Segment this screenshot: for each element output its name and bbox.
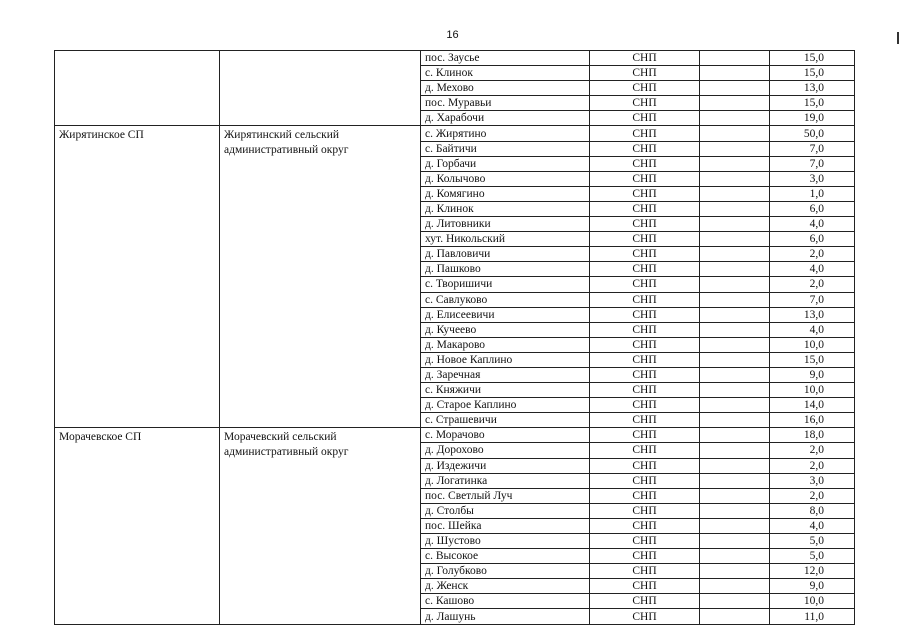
settlement-name-cell: д. Голубково	[421, 564, 590, 579]
settlement-name-cell: пос. Муравьи	[421, 96, 590, 111]
empty-cell	[700, 322, 770, 337]
value-cell: 7,0	[770, 141, 855, 156]
settlement-type-cell: СНП	[590, 337, 700, 352]
value-cell: 11,0	[770, 609, 855, 624]
settlement-type-cell: СНП	[590, 277, 700, 292]
settlements-table-body	[55, 51, 855, 625]
empty-cell	[700, 503, 770, 518]
value-cell: 5,0	[770, 549, 855, 564]
empty-cell	[700, 518, 770, 533]
value-cell: 9,0	[770, 367, 855, 382]
empty-cell	[700, 232, 770, 247]
settlement-name-cell: с. Жирятино	[421, 126, 590, 141]
settlement-name-cell: с. Творишичи	[421, 277, 590, 292]
settlement-type-cell: СНП	[590, 81, 700, 96]
settlement-name-cell: д. Колычово	[421, 171, 590, 186]
settlement-type-cell: СНП	[590, 609, 700, 624]
value-cell: 9,0	[770, 579, 855, 594]
settlement-name-cell: с. Клинок	[421, 66, 590, 81]
value-cell: 1,0	[770, 186, 855, 201]
settlement-type-cell: СНП	[590, 156, 700, 171]
settlement-type-cell: СНП	[590, 564, 700, 579]
settlement-type-cell: СНП	[590, 292, 700, 307]
table-row	[55, 51, 855, 66]
value-cell: 10,0	[770, 383, 855, 398]
settlement-type-cell: СНП	[590, 247, 700, 262]
empty-cell	[700, 51, 770, 66]
value-cell: 2,0	[770, 247, 855, 262]
value-cell: 12,0	[770, 564, 855, 579]
settlement-type-cell: СНП	[590, 473, 700, 488]
settlements-table	[54, 50, 855, 625]
value-cell: 3,0	[770, 473, 855, 488]
value-cell: 8,0	[770, 503, 855, 518]
empty-cell	[700, 564, 770, 579]
empty-cell	[700, 458, 770, 473]
settlement-name-cell: д. Елисеевичи	[421, 307, 590, 322]
empty-cell	[700, 201, 770, 216]
value-cell: 15,0	[770, 352, 855, 367]
empty-cell	[700, 141, 770, 156]
settlement-name-cell: с. Кашово	[421, 594, 590, 609]
empty-cell	[700, 96, 770, 111]
value-cell: 15,0	[770, 51, 855, 66]
settlement-name-cell: д. Столбы	[421, 503, 590, 518]
empty-cell	[700, 156, 770, 171]
empty-cell	[700, 277, 770, 292]
empty-cell	[700, 609, 770, 624]
settlement-name-cell: д. Макарово	[421, 337, 590, 352]
value-cell: 15,0	[770, 96, 855, 111]
settlement-name-cell: д. Горбачи	[421, 156, 590, 171]
value-cell: 19,0	[770, 111, 855, 126]
empty-cell	[700, 262, 770, 277]
settlement-name-cell: д. Комягино	[421, 186, 590, 201]
empty-cell	[700, 428, 770, 443]
settlement-name-cell: пос. Шейка	[421, 518, 590, 533]
empty-cell	[700, 186, 770, 201]
okrug-cell	[220, 51, 421, 126]
value-cell: 7,0	[770, 292, 855, 307]
settlement-type-cell: СНП	[590, 352, 700, 367]
settlement-type-cell: СНП	[590, 458, 700, 473]
value-cell: 13,0	[770, 81, 855, 96]
okrug-cell: Жирятинский сельский административный округ	[220, 126, 421, 428]
empty-cell	[700, 337, 770, 352]
value-cell: 10,0	[770, 594, 855, 609]
settlement-name-cell: д. Лашунь	[421, 609, 590, 624]
empty-cell	[700, 579, 770, 594]
value-cell: 10,0	[770, 337, 855, 352]
settlement-name-cell: с. Княжичи	[421, 383, 590, 398]
settlement-type-cell: СНП	[590, 579, 700, 594]
settlement-type-cell: СНП	[590, 322, 700, 337]
settlement-type-cell: СНП	[590, 262, 700, 277]
empty-cell	[700, 534, 770, 549]
page-edge-mark	[897, 32, 899, 44]
settlement-name-cell: с. Байтичи	[421, 141, 590, 156]
settlement-name-cell: д. Издежичи	[421, 458, 590, 473]
value-cell: 5,0	[770, 534, 855, 549]
empty-cell	[700, 352, 770, 367]
settlement-name-cell: д. Логатинка	[421, 473, 590, 488]
settlement-type-cell: СНП	[590, 443, 700, 458]
page-number: 16	[446, 29, 459, 41]
settlement-type-cell: СНП	[590, 111, 700, 126]
settlement-type-cell: СНП	[590, 367, 700, 382]
value-cell: 6,0	[770, 232, 855, 247]
value-cell: 4,0	[770, 217, 855, 232]
value-cell: 15,0	[770, 66, 855, 81]
settlement-name-cell: д. Кучеево	[421, 322, 590, 337]
settlement-name-cell: д. Пашково	[421, 262, 590, 277]
okrug-cell: Морачевский сельский административный округ	[220, 428, 421, 624]
settlement-type-cell: СНП	[590, 186, 700, 201]
value-cell: 16,0	[770, 413, 855, 428]
empty-cell	[700, 247, 770, 262]
value-cell: 2,0	[770, 443, 855, 458]
settlement-type-cell: СНП	[590, 428, 700, 443]
empty-cell	[700, 443, 770, 458]
settlement-name-cell: д. Новое Каплино	[421, 352, 590, 367]
value-cell: 2,0	[770, 277, 855, 292]
settlement-name-cell: д. Клинок	[421, 201, 590, 216]
empty-cell	[700, 292, 770, 307]
settlement-name-cell: д. Дорохово	[421, 443, 590, 458]
settlement-type-cell: СНП	[590, 66, 700, 81]
district-cell: Морачевское СП	[55, 428, 220, 624]
settlement-name-cell: д. Павловичи	[421, 247, 590, 262]
empty-cell	[700, 217, 770, 232]
settlement-name-cell: с. Страшевичи	[421, 413, 590, 428]
value-cell: 4,0	[770, 322, 855, 337]
district-cell: Жирятинское СП	[55, 126, 220, 428]
settlement-name-cell: д. Старое Каплино	[421, 398, 590, 413]
settlement-type-cell: СНП	[590, 549, 700, 564]
settlement-type-cell: СНП	[590, 488, 700, 503]
settlement-type-cell: СНП	[590, 171, 700, 186]
empty-cell	[700, 367, 770, 382]
settlement-type-cell: СНП	[590, 413, 700, 428]
empty-cell	[700, 398, 770, 413]
empty-cell	[700, 473, 770, 488]
value-cell: 18,0	[770, 428, 855, 443]
district-cell	[55, 51, 220, 126]
settlement-type-cell: СНП	[590, 96, 700, 111]
empty-cell	[700, 81, 770, 96]
settlement-name-cell: с. Морачово	[421, 428, 590, 443]
settlement-name-cell: д. Женск	[421, 579, 590, 594]
settlement-name-cell: с. Савлуково	[421, 292, 590, 307]
settlement-type-cell: СНП	[590, 141, 700, 156]
empty-cell	[700, 126, 770, 141]
empty-cell	[700, 488, 770, 503]
value-cell: 4,0	[770, 518, 855, 533]
settlement-name-cell: д. Литовники	[421, 217, 590, 232]
empty-cell	[700, 594, 770, 609]
value-cell: 13,0	[770, 307, 855, 322]
settlement-type-cell: СНП	[590, 398, 700, 413]
settlement-type-cell: СНП	[590, 307, 700, 322]
settlement-type-cell: СНП	[590, 383, 700, 398]
settlement-name-cell: д. Харабочи	[421, 111, 590, 126]
value-cell: 4,0	[770, 262, 855, 277]
settlement-name-cell: пос. Заусье	[421, 51, 590, 66]
settlement-name-cell: д. Мехово	[421, 81, 590, 96]
empty-cell	[700, 171, 770, 186]
settlement-type-cell: СНП	[590, 217, 700, 232]
empty-cell	[700, 307, 770, 322]
settlement-type-cell: СНП	[590, 232, 700, 247]
value-cell: 2,0	[770, 488, 855, 503]
value-cell: 3,0	[770, 171, 855, 186]
settlement-type-cell: СНП	[590, 51, 700, 66]
settlement-name-cell: д. Заречная	[421, 367, 590, 382]
settlement-type-cell: СНП	[590, 534, 700, 549]
settlement-type-cell: СНП	[590, 201, 700, 216]
empty-cell	[700, 111, 770, 126]
settlement-type-cell: СНП	[590, 518, 700, 533]
value-cell: 2,0	[770, 458, 855, 473]
empty-cell	[700, 66, 770, 81]
settlement-type-cell: СНП	[590, 126, 700, 141]
settlement-type-cell: СНП	[590, 594, 700, 609]
empty-cell	[700, 413, 770, 428]
value-cell: 7,0	[770, 156, 855, 171]
settlement-name-cell: с. Высокое	[421, 549, 590, 564]
settlement-name-cell: д. Шустово	[421, 534, 590, 549]
empty-cell	[700, 383, 770, 398]
table-row	[55, 126, 855, 141]
value-cell: 14,0	[770, 398, 855, 413]
settlement-type-cell: СНП	[590, 503, 700, 518]
value-cell: 6,0	[770, 201, 855, 216]
settlement-name-cell: хут. Никольский	[421, 232, 590, 247]
settlement-name-cell: пос. Светлый Луч	[421, 488, 590, 503]
empty-cell	[700, 549, 770, 564]
value-cell: 50,0	[770, 126, 855, 141]
table-row	[55, 428, 855, 443]
